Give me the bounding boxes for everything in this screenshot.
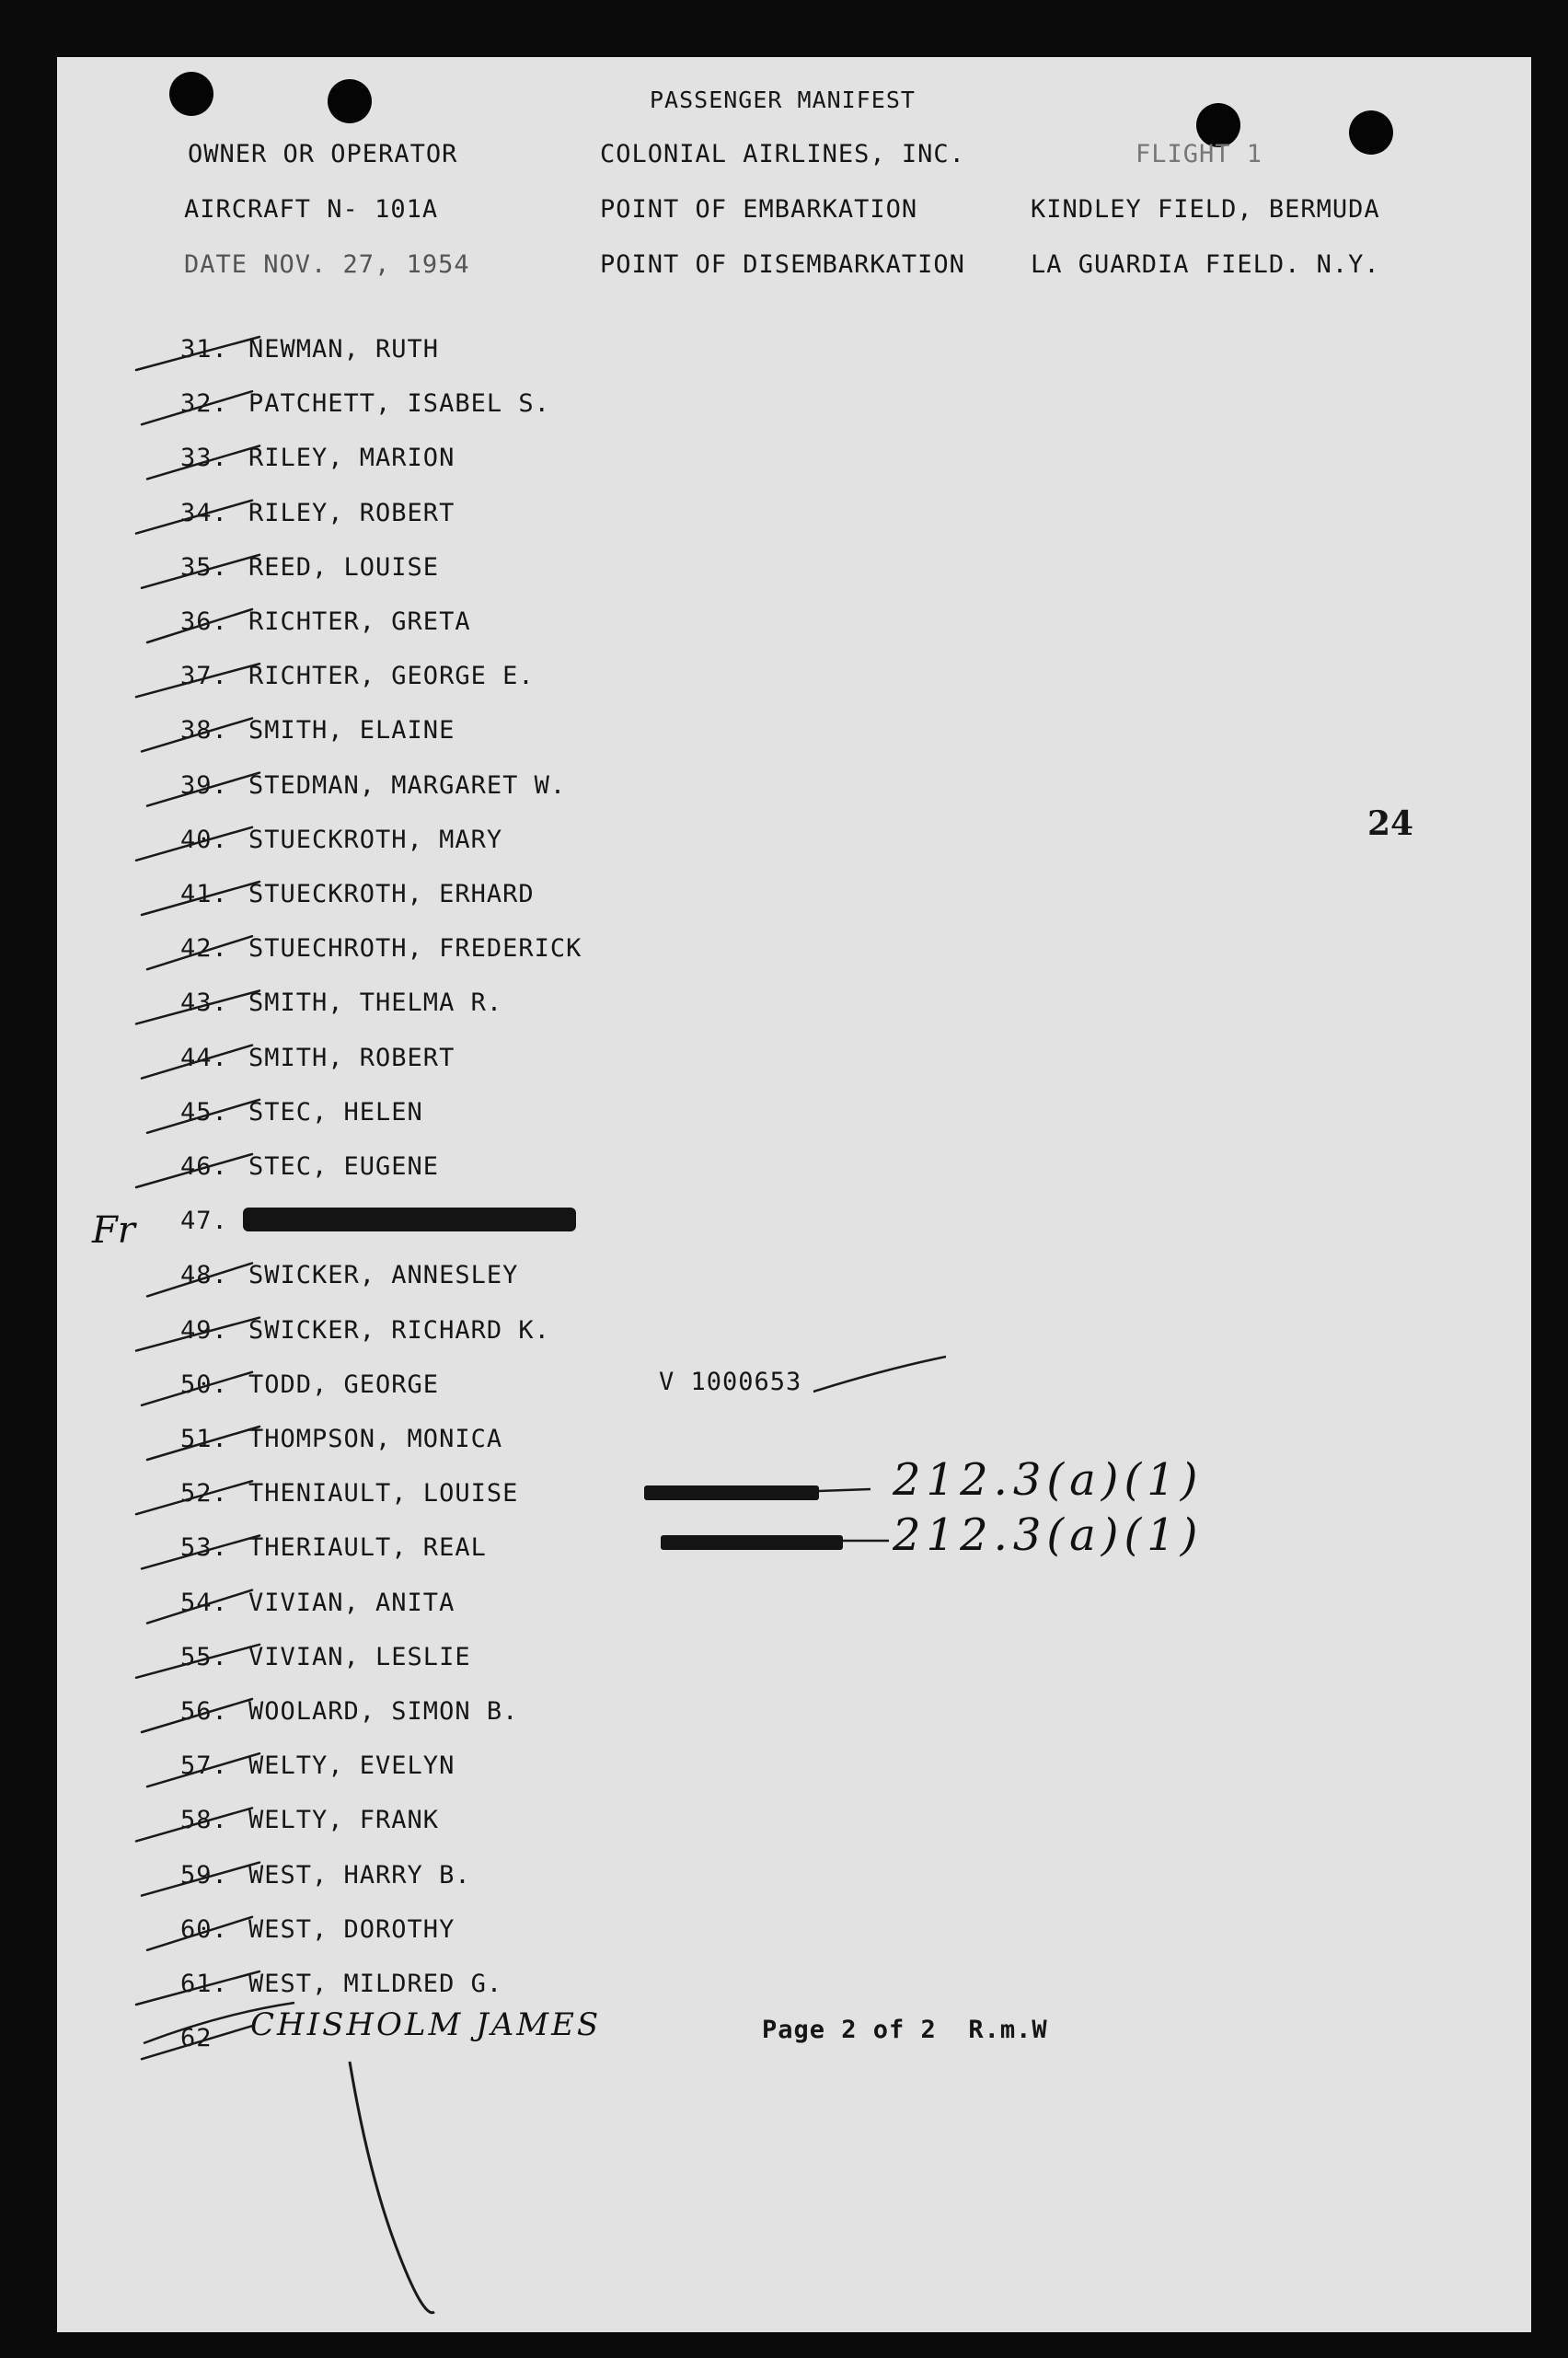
check-mark-stroke — [147, 1590, 252, 1624]
passenger-name: PATCHETT, ISABEL S. — [248, 389, 550, 418]
passenger-name: STEDMAN, MARGARET W. — [248, 771, 567, 800]
passenger-number: 35. — [180, 553, 228, 582]
check-mark-stroke — [142, 1535, 259, 1568]
visa-underline-stroke — [813, 1357, 946, 1392]
handwritten-passenger-62: CHISHOLM JAMES — [250, 2006, 602, 2043]
passenger-number: 42. — [180, 934, 228, 963]
passenger-name: SWICKER, ANNESLEY — [248, 1261, 519, 1289]
check-mark-stroke — [136, 501, 252, 534]
passenger-number: 48. — [180, 1261, 228, 1289]
passenger-name: WEST, DOROTHY — [248, 1915, 455, 1944]
passenger-name: STEC, HELEN — [248, 1098, 423, 1127]
passenger-number: 62 — [180, 2024, 213, 2052]
check-mark-stroke — [136, 1154, 252, 1187]
passenger-number: 33. — [180, 444, 228, 472]
disembarkation-value: LA GUARDIA FIELD. N.Y. — [1031, 250, 1380, 279]
passenger-number: 39. — [180, 771, 228, 800]
passenger-name: TODD, GEORGE — [248, 1370, 440, 1399]
embarkation-label: POINT OF EMBARKATION — [600, 195, 918, 224]
passenger-name: THENIAULT, LOUISE — [248, 1479, 519, 1508]
check-mark-stroke — [142, 1863, 259, 1896]
passenger-name: SMITH, ELAINE — [248, 716, 455, 745]
passenger-name: SWICKER, RICHARD K. — [248, 1316, 550, 1345]
flourish-stroke — [144, 2003, 294, 2043]
check-mark-stroke — [136, 1318, 259, 1351]
flight-number: FLIGHT 1 — [1136, 140, 1263, 168]
check-mark-stroke — [142, 718, 252, 751]
passenger-name: SMITH, ROBERT — [248, 1044, 455, 1072]
check-mark-stroke — [147, 1753, 259, 1786]
disembarkation-label: POINT OF DISEMBARKATION — [600, 250, 965, 279]
passenger-name: THOMPSON, MONICA — [248, 1425, 503, 1453]
page-number: 24 — [1367, 804, 1414, 843]
passenger-name: RILEY, ROBERT — [248, 499, 455, 527]
code-annotation-53: 212.3(a)(1) — [893, 1509, 1204, 1561]
passenger-number: 53. — [180, 1533, 228, 1562]
check-mark-stroke — [142, 882, 259, 915]
check-mark-stroke — [136, 1645, 259, 1678]
passenger-number: 41. — [180, 880, 228, 908]
passenger-name: VIVIAN, ANITA — [248, 1589, 455, 1617]
aircraft-number: AIRCRAFT N- 101A — [184, 195, 439, 224]
manifest-title: PASSENGER MANIFEST — [650, 87, 916, 113]
passenger-name: THERIAULT, REAL — [248, 1533, 487, 1562]
passenger-name: RICHTER, GEORGE E. — [248, 662, 535, 690]
check-mark-stroke — [147, 1917, 252, 1950]
passenger-number: 54. — [180, 1589, 228, 1617]
check-mark-stroke — [147, 445, 259, 479]
signature-stroke — [350, 2062, 434, 2313]
passenger-number: 44. — [180, 1044, 228, 1072]
check-mark-stroke — [147, 1427, 259, 1460]
passenger-number: 60. — [180, 1915, 228, 1944]
check-mark-stroke — [147, 773, 259, 806]
check-mark-stroke — [142, 1372, 252, 1405]
passenger-number: 36. — [180, 607, 228, 636]
strike-arrow-52 — [819, 1489, 870, 1491]
passenger-name: WOOLARD, SIMON B. — [248, 1697, 519, 1726]
check-mark-stroke — [136, 1808, 252, 1841]
passenger-number: 40. — [180, 826, 228, 854]
passenger-name: REED, LOUISE — [248, 553, 440, 582]
passenger-number: 59. — [180, 1861, 228, 1890]
passenger-number: 49. — [180, 1316, 228, 1345]
passenger-name: VIVIAN, LESLIE — [248, 1643, 471, 1671]
check-mark-stroke — [142, 1046, 252, 1079]
check-mark-stroke — [142, 391, 252, 424]
visa-number: V 1000653 — [659, 1368, 802, 1396]
passenger-number: 34. — [180, 499, 228, 527]
check-mark-stroke — [147, 609, 252, 642]
passenger-number: 51. — [180, 1425, 228, 1453]
passenger-name: STUECKROTH, MARY — [248, 826, 503, 854]
check-mark-stroke — [136, 827, 252, 861]
passenger-number: 56. — [180, 1697, 228, 1726]
passenger-name: WEST, MILDRED G. — [248, 1970, 503, 1998]
passenger-name: WEST, HARRY B. — [248, 1861, 471, 1890]
passenger-number: 57. — [180, 1751, 228, 1780]
embarkation-value: KINDLEY FIELD, BERMUDA — [1031, 195, 1380, 224]
owner-value: COLONIAL AIRLINES, INC. — [600, 140, 965, 168]
passenger-number: 50. — [180, 1370, 228, 1399]
check-mark-stroke — [142, 555, 259, 588]
owner-label: OWNER OR OPERATOR — [188, 140, 458, 168]
check-mark-stroke — [147, 1100, 259, 1133]
passenger-number: 47. — [180, 1207, 228, 1235]
code-annotation-52: 212.3(a)(1) — [893, 1454, 1204, 1506]
manifest-date: DATE NOV. 27, 1954 — [184, 250, 470, 279]
margin-note: Fr — [92, 1209, 135, 1252]
check-mark-stroke — [147, 936, 252, 969]
check-mark-stroke — [136, 990, 259, 1023]
passenger-name: WELTY, FRANK — [248, 1806, 440, 1834]
passenger-number: 38. — [180, 716, 228, 745]
passenger-name: STEC, EUGENE — [248, 1152, 440, 1181]
check-mark-stroke — [136, 664, 259, 697]
passenger-number: 45. — [180, 1098, 228, 1127]
passenger-number: 61. — [180, 1970, 228, 1998]
passenger-number: 58. — [180, 1806, 228, 1834]
passenger-number: 46. — [180, 1152, 228, 1181]
passenger-number: 37. — [180, 662, 228, 690]
passenger-name: STUECKROTH, ERHARD — [248, 880, 535, 908]
check-mark-stroke — [142, 2026, 252, 2059]
check-mark-stroke — [136, 337, 259, 370]
passenger-name: NEWMAN, RUTH — [248, 335, 440, 364]
check-mark-stroke — [147, 1263, 252, 1296]
check-mark-stroke — [136, 1971, 259, 2005]
passenger-number: 55. — [180, 1643, 228, 1671]
passenger-number: 43. — [180, 988, 228, 1017]
passenger-number: 52. — [180, 1479, 228, 1508]
passenger-name: STUECHROTH, FREDERICK — [248, 934, 582, 963]
passenger-number: 32. — [180, 389, 228, 418]
passenger-name: SMITH, THELMA R. — [248, 988, 503, 1017]
passenger-number: 31. — [180, 335, 228, 364]
passenger-name: WELTY, EVELYN — [248, 1751, 455, 1780]
check-mark-stroke — [142, 1699, 252, 1732]
page-footer: Page 2 of 2 R.m.W — [762, 2016, 1048, 2044]
passenger-name: RICHTER, GRETA — [248, 607, 471, 636]
passenger-name: RILEY, MARION — [248, 444, 455, 472]
check-mark-stroke — [136, 1481, 252, 1514]
